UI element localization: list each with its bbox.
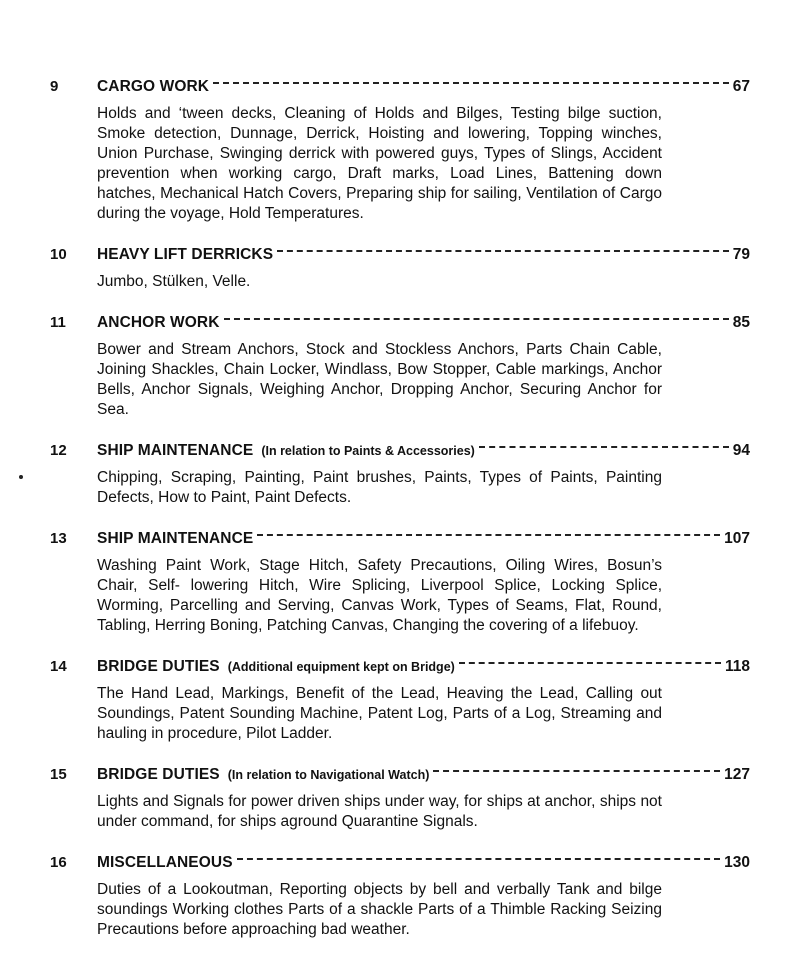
chapter-title: BRIDGE DUTIES xyxy=(97,658,220,675)
toc-entry xyxy=(0,530,800,636)
chapter-title: HEAVY LIFT DERRICKS xyxy=(97,246,274,263)
chapter-number: 15 xyxy=(50,766,67,783)
toc-entry xyxy=(0,314,800,420)
title-row xyxy=(97,442,750,460)
chapter-description: The Hand Lead, Markings, Benefit of the Lead, Heaving the Lead, Calling out Soundings, Patent Sounding Machine, Patent Log, Parts of a Log, Streaming and hauling in procedure, Pilot Ladder. xyxy=(97,685,662,742)
page-number: 130 xyxy=(724,854,750,871)
chapter-number: 9 xyxy=(50,78,59,95)
page-number: 118 xyxy=(724,658,750,675)
chapter-description: Jumbo, Stülken, Velle. xyxy=(97,273,251,290)
chapter-title: SHIP MAINTENANCE xyxy=(97,442,254,459)
dot-leader xyxy=(433,770,720,772)
toc-entry-header[interactable] xyxy=(0,78,800,102)
chapter-subtitle: (Additional equipment kept on Bridge) xyxy=(227,660,455,674)
dot-leader xyxy=(257,534,720,536)
title-row xyxy=(97,766,750,784)
title-row xyxy=(97,854,750,872)
scan-speck xyxy=(19,475,23,479)
chapter-title: MISCELLANEOUS xyxy=(97,854,233,871)
chapter-number: 16 xyxy=(50,854,67,871)
chapter-title: ANCHOR WORK xyxy=(97,314,220,331)
toc-entry xyxy=(0,854,800,940)
chapter-number: 12 xyxy=(50,442,67,459)
toc-entry xyxy=(0,442,800,508)
chapter-description: Holds and ‘tween decks, Cleaning of Holds and Bilges, Testing bilge suction, Smoke detection, Dunnage, Derrick, Hoisting and lowering, Topping winches, Union Purchase, Swinging derrick with powered guys, Types of Slings, Accident prevention when working cargo, Draft marks, Load Lines, Battening down hatches, Mechanical Hatch Covers, Preparing ship for sailing, Ventilation of Cargo during the voyage, Hold Temperatures. xyxy=(97,105,662,222)
dot-leader xyxy=(459,662,721,664)
dot-leader xyxy=(224,318,729,320)
title-row xyxy=(97,658,750,676)
page-number: 107 xyxy=(724,530,750,547)
page-number: 79 xyxy=(732,246,750,263)
page-number: 94 xyxy=(732,442,750,459)
chapter-description: Chipping, Scraping, Painting, Paint brushes, Paints, Types of Paints, Painting Defects, How to Paint, Paint Defects. xyxy=(97,469,662,506)
chapter-description: Washing Paint Work, Stage Hitch, Safety Precautions, Oiling Wires, Bosun’s Chair, Self- lowering Hitch, Wire Splicing, Liverpool Splice, Locking Splice, Worming, Parcelling and Serving, Canvas Work, Types of Seams, Flat, Round, Tabling, Herring Boning, Patching Canvas, Changing the covering of a lifebuoy. xyxy=(97,557,662,634)
page-number: 85 xyxy=(732,314,750,331)
chapter-description: Duties of a Lookoutman, Reporting objects by bell and verbally Tank and bilge soundings Working clothes Parts of a shackle Parts of a Thimble Racking Seizing Precautions before approaching bad weather. xyxy=(97,881,662,938)
toc-entry-header[interactable] xyxy=(0,766,800,790)
toc-entry xyxy=(0,658,800,744)
toc-entry xyxy=(0,78,800,224)
toc-entry-header[interactable] xyxy=(0,246,800,270)
title-row xyxy=(97,246,750,264)
chapter-description: Lights and Signals for power driven ships under way, for ships at anchor, ships not under command, for ships aground Quarantine Signals. xyxy=(97,793,662,830)
chapter-title: BRIDGE DUTIES xyxy=(97,766,220,783)
chapter-description: Bower and Stream Anchors, Stock and Stockless Anchors, Parts Chain Cable, Joining Shackles, Chain Locker, Windlass, Bow Stopper, Cable markings, Anchor Bells, Anchor Signals, Weighing Anchor, Dropping Anchor, Securing Anchor for Sea. xyxy=(97,341,662,418)
dot-leader xyxy=(479,446,729,448)
chapter-number: 11 xyxy=(50,314,66,331)
toc-entry-header[interactable] xyxy=(0,530,800,554)
toc-entry-header[interactable] xyxy=(0,442,800,466)
chapter-title: CARGO WORK xyxy=(97,78,210,95)
toc-entry-header[interactable] xyxy=(0,658,800,682)
dot-leader xyxy=(213,82,729,84)
table-of-contents xyxy=(0,78,800,962)
chapter-subtitle: (In relation to Paints & Accessories) xyxy=(261,444,475,458)
toc-entry xyxy=(0,766,800,832)
chapter-subtitle: (In relation to Navigational Watch) xyxy=(227,768,430,782)
dot-leader xyxy=(277,250,729,252)
toc-entry-header[interactable] xyxy=(0,314,800,338)
page-number: 67 xyxy=(732,78,750,95)
title-row xyxy=(97,530,750,548)
chapter-number: 14 xyxy=(50,658,67,675)
toc-entry xyxy=(0,246,800,292)
chapter-title: SHIP MAINTENANCE xyxy=(97,530,254,547)
dot-leader xyxy=(237,858,720,860)
toc-entry-header[interactable] xyxy=(0,854,800,878)
page-number: 127 xyxy=(724,766,750,783)
title-row xyxy=(97,78,750,96)
chapter-number: 10 xyxy=(50,246,67,263)
title-row xyxy=(97,314,750,332)
chapter-number: 13 xyxy=(50,530,67,547)
